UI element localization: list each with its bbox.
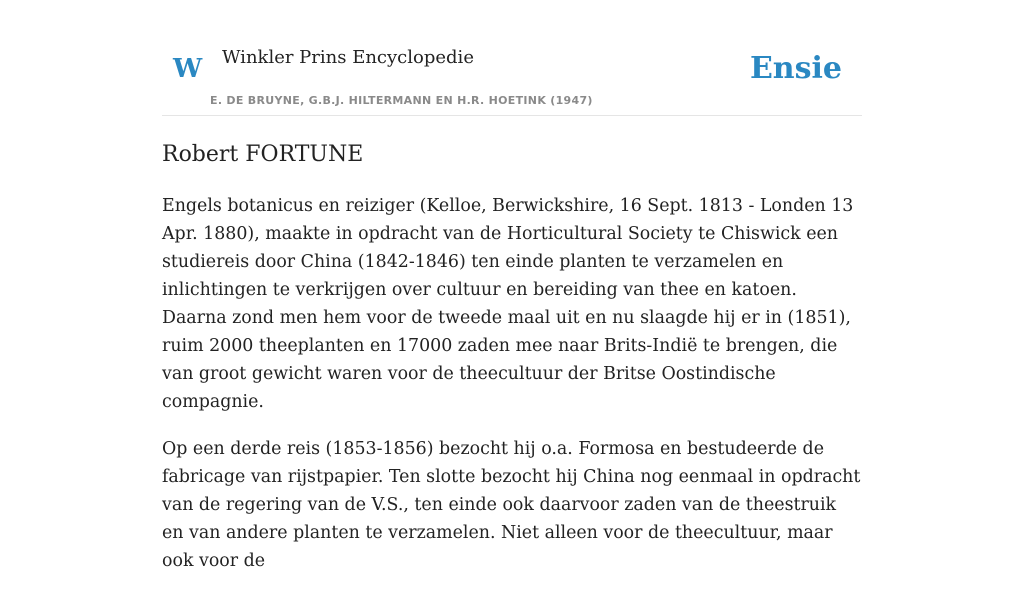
encyclopedia-authors: E. DE BRUYNE, G.B.J. HILTERMANN EN H.R. HOETINK (1947): [210, 94, 593, 107]
encyclopedia-header: [162, 0, 862, 116]
article-title: Robert FORTUNE: [162, 142, 364, 167]
article-body: [162, 192, 862, 594]
page: [162, 0, 862, 571]
ensie-logo[interactable]: Ensie: [749, 51, 842, 86]
encyclopedia-title[interactable]: Winkler Prins Encyclopedie: [222, 47, 474, 68]
article-paragraph: Op een derde reis (1853-1856) bezocht hij o.a. Formosa en bestudeerde de fabricage van rijstpapier. Ten slotte bezocht hij China nog eenmaal in opdracht van de regering van de V.S., ten einde ook daarvoor zaden van de theestruik en van andere planten te verzamelen. Niet alleen voor de theecultuur, maar ook voor de: [162, 439, 861, 571]
article-paragraph: Engels botanicus en reiziger (Kelloe, Berwickshire, 16 Sept. 1813 - Londen 13 Apr. 1880), maakte in opdracht van de Horticultural Society te Chiswick een studiereis door China (1842-1846) ten einde planten te verzamelen en inlichtingen te verkrijgen over cultuur en bereiding van thee en katoen. Daarna zond men hem voor de tweede maal uit en nu slaagde hij er in (1851), ruim 2000 theeplanten en 17000 zaden mee naar Brits-Indië te brengen, die van groot gewicht waren voor de theecultuur der Britse Oostindische compagnie.: [162, 196, 854, 412]
winkler-prins-logo[interactable]: W: [173, 54, 203, 84]
